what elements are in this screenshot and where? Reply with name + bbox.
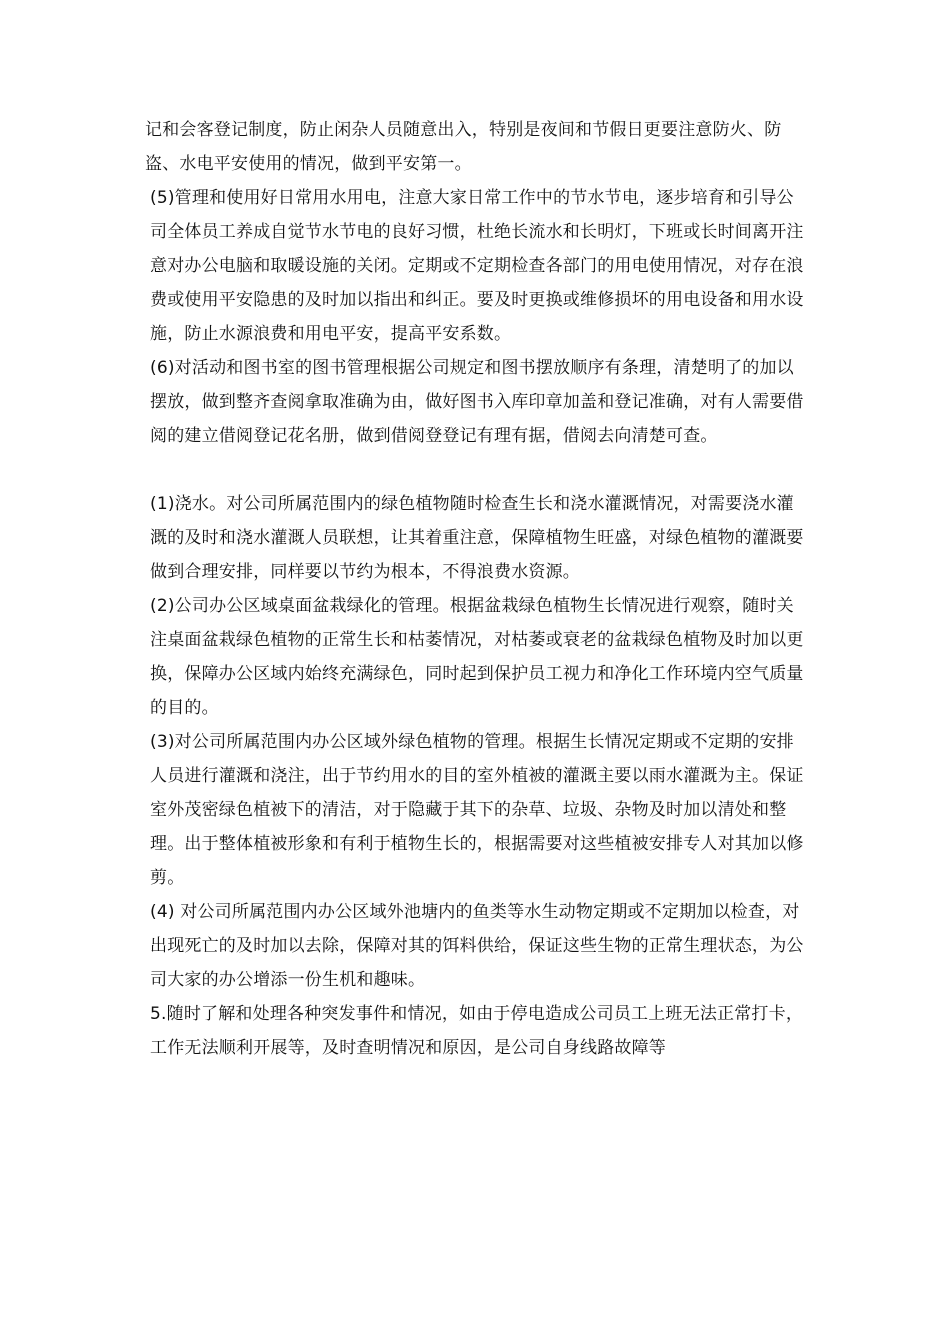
paragraph-3: (6)对活动和图书室的图书管理根据公司规定和图书摆放顺序有条理，清楚明了的加以摆放，做到整齐查阅拿取准确为由，做好图书入库印章加盖和登记准确，对有人需要借阅的建立借阅登记花名册，做到借阅登登记有理有据，借阅去向清楚可查。 [150, 358, 804, 446]
paragraph-8: 5.随时了解和处理各种突发事件和情况，如由于停电造成公司员工上班无法正常打卡，工作无法顺利开展等，及时查明情况和原因，是公司自身线路故障等 [150, 1004, 804, 1058]
paragraph-5: (2)公司办公区域桌面盆栽绿化的管理。根据盆栽绿色植物生长情况进行观察，随时关注桌面盆栽绿色植物的正常生长和枯萎情况，对枯萎或衰老的盆栽绿色植物及时加以更换，保障办公区域内始终充满绿色，同时起到保护员工视力和净化工作环境内空气质量的目的。 [150, 596, 804, 718]
paragraph-1: 记和会客登记制度，防止闲杂人员随意出入，特别是夜间和节假日更要注意防火、防盗、水电平安使用的情况，做到平安第一。 [145, 120, 782, 174]
paragraph-7: (4) 对公司所属范围内办公区域外池塘内的鱼类等水生动物定期或不定期加以检查，对出现死亡的及时加以去除，保障对其的饵料供给，保证这些生物的正常生理状态，为公司大家的办公增添一份生机和趣味。 [150, 902, 804, 990]
document-body [145, 113, 805, 1065]
paragraph-6: (3)对公司所属范围内办公区域外绿色植物的管理。根据生长情况定期或不定期的安排人员进行灌溉和浇注，出于节约用水的目的室外植被的灌溉主要以雨水灌溉为主。保证室外茂密绿色植被下的清洁，对于隐藏于其下的杂草、垃圾、杂物及时加以清处和整理。出于整体植被形象和有利于植物生长的，根据需要对这些植被安排专人对其加以修剪。 [150, 732, 804, 888]
paragraph-2: (5)管理和使用好日常用水用电，注意大家日常工作中的节水节电，逐步培育和引导公司全体员工养成自觉节水节电的良好习惯，杜绝长流水和长明灯，下班或长时间离开注意对办公电脑和取暖设施的关闭。定期或不定期检查各部门的用电使用情况，对存在浪费或使用平安隐患的及时加以指出和纠正。要及时更换或维修损坏的用电设备和用水设施，防止水源浪费和用电平安，提高平安系数。 [150, 188, 804, 344]
paragraph-4: (1)浇水。对公司所属范围内的绿色植物随时检查生长和浇水灌溉情况，对需要浇水灌溉的及时和浇水灌溉人员联想，让其着重注意，保障植物生旺盛，对绿色植物的灌溉要做到合理安排，同样要以节约为根本，不得浪费水资源。 [150, 494, 804, 582]
paragraph-gap [145, 453, 805, 487]
